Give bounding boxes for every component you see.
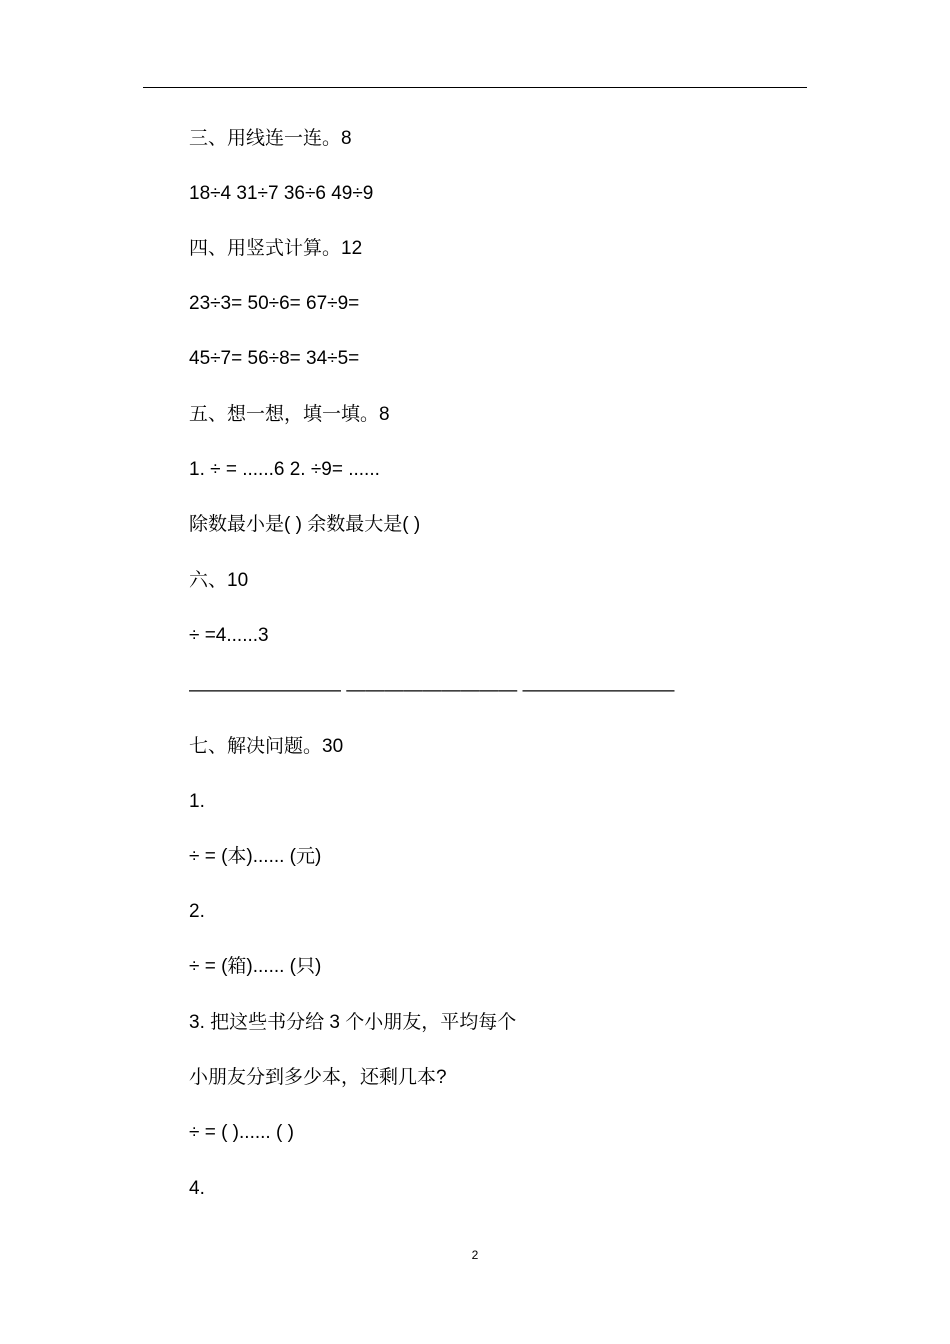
section-5-items: 1. ÷ = ......6 2. ÷9= ......: [189, 459, 380, 480]
page-number: 2: [471, 1248, 479, 1262]
problem-3-text-line-1: 3. 把这些书分给 3 个小朋友，平均每个: [189, 1012, 517, 1033]
problem-2-label: 2.: [189, 901, 205, 922]
problem-2-equation: ÷ = (箱)...... (只): [189, 956, 322, 977]
section-4-row-2: 45÷7= 56÷8= 34÷5=: [189, 348, 360, 369]
problem-1-label: 1.: [189, 791, 205, 812]
problem-3-equation: ÷ = ( )...... ( ): [189, 1122, 294, 1143]
section-4-row-1: 23÷3= 50÷6= 67÷9=: [189, 293, 360, 314]
section-3-expressions: 18÷4 31÷7 36÷6 49÷9: [189, 183, 374, 204]
section-5-heading: 五、想一想，填一填。8: [189, 404, 390, 425]
header-rule: [143, 87, 807, 88]
section-6-answer-lines: ———————— ————————— ————————: [189, 680, 675, 701]
section-5-blanks: 除数最小是( ) 余数最大是( ): [189, 514, 421, 535]
section-6-heading: 六、10: [189, 570, 249, 591]
problem-1-equation: ÷ = (本)...... (元): [189, 846, 322, 867]
section-4-heading: 四、用竖式计算。12: [189, 238, 363, 259]
problem-3-text-line-2: 小朋友分到多少本，还剩几本?: [189, 1067, 447, 1088]
section-7-heading: 七、解决问题。30: [189, 736, 344, 757]
section-3-heading: 三、用线连一连。8: [189, 128, 352, 149]
section-6-expression: ÷ =4......3: [189, 625, 269, 646]
problem-4-label: 4.: [189, 1178, 205, 1199]
